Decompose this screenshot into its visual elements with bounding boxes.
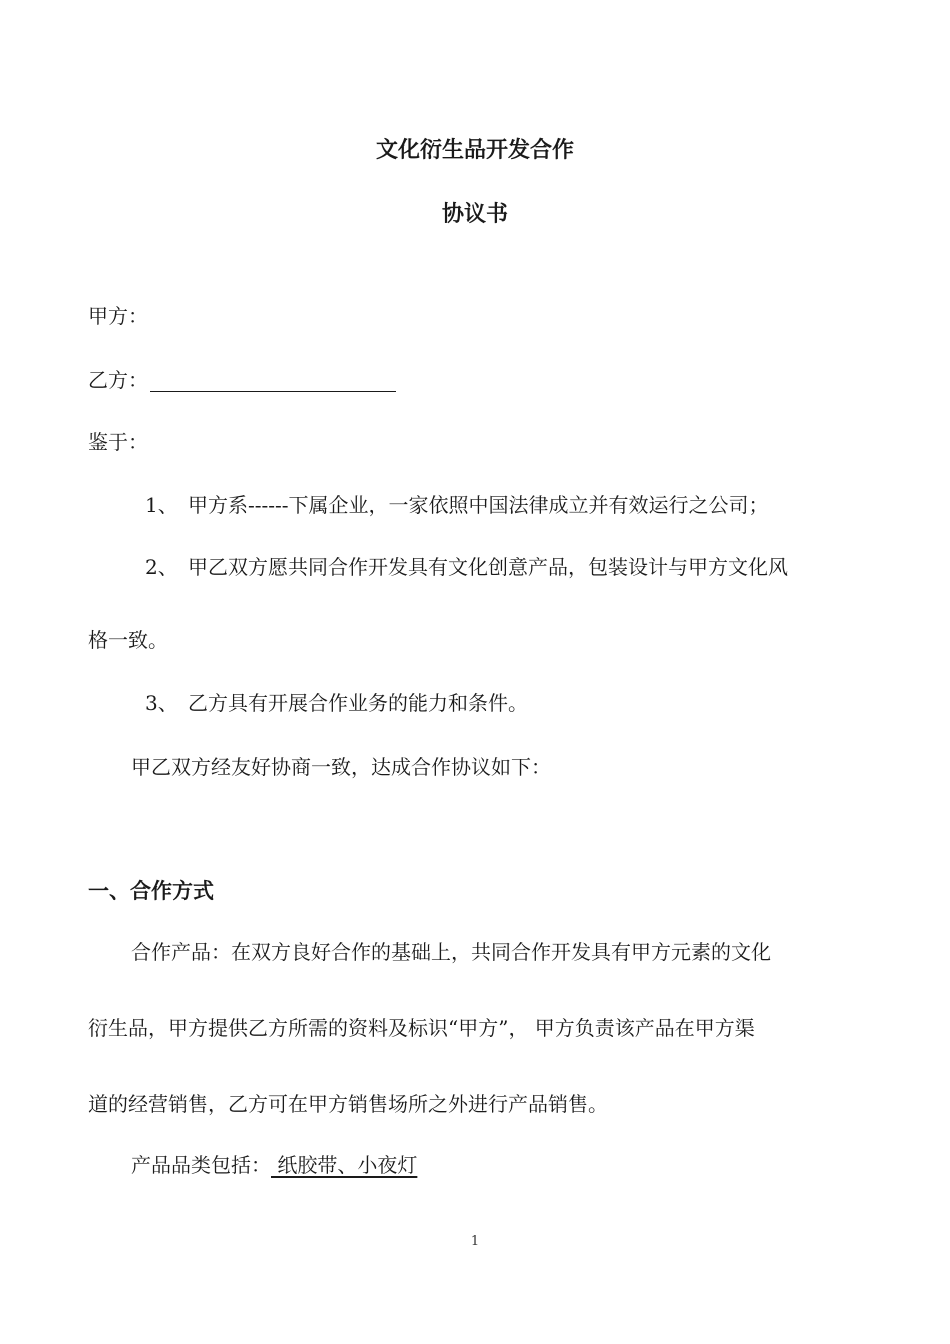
- party-b-blank-line: [150, 369, 396, 392]
- section-1-paragraph-line-2: 衍生品，甲方提供乙方所需的资料及标识“甲方”， 甲方负责该产品在甲方渠: [88, 1016, 755, 1040]
- party-a-label: 甲方：: [88, 304, 148, 328]
- recital-2-continuation: 格一致。: [88, 628, 168, 652]
- product-categories-label: 产品品类包括：: [131, 1153, 271, 1177]
- recital-2-number: 2、: [145, 555, 178, 579]
- section-1-paragraph-line-1: 合作产品：在双方良好合作的基础上，共同合作开发具有甲方元素的文化: [131, 940, 771, 964]
- recital-2-text: 甲乙双方愿共同合作开发具有文化创意产品，包装设计与甲方文化风: [188, 555, 788, 579]
- product-categories-row: [131, 1153, 417, 1177]
- section-1-paragraph-line-3: 道的经营销售，乙方可在甲方销售场所之外进行产品销售。: [88, 1092, 608, 1116]
- document-subtitle: 协议书: [441, 202, 508, 227]
- whereas-label: 鉴于：: [88, 430, 148, 454]
- party-b-label: 乙方：: [88, 368, 148, 392]
- party-b-row: [88, 368, 396, 392]
- recital-3-text: 乙方具有开展合作业务的能力和条件。: [188, 691, 528, 715]
- document-title: 文化衍生品开发合作: [375, 138, 574, 163]
- recital-1-text: 甲方系------下属企业，一家依照中国法律成立并有效运行之公司；: [188, 493, 769, 517]
- section-1-heading: 一、合作方式: [88, 879, 214, 903]
- agreement-intro: 甲乙双方经友好协商一致，达成合作协议如下：: [131, 755, 551, 779]
- recital-1-number: 1、: [145, 493, 178, 517]
- recital-3-number: 3、: [145, 691, 178, 715]
- page-number: 1: [470, 1234, 480, 1249]
- product-categories-value: 纸胶带、小夜灯: [271, 1153, 418, 1177]
